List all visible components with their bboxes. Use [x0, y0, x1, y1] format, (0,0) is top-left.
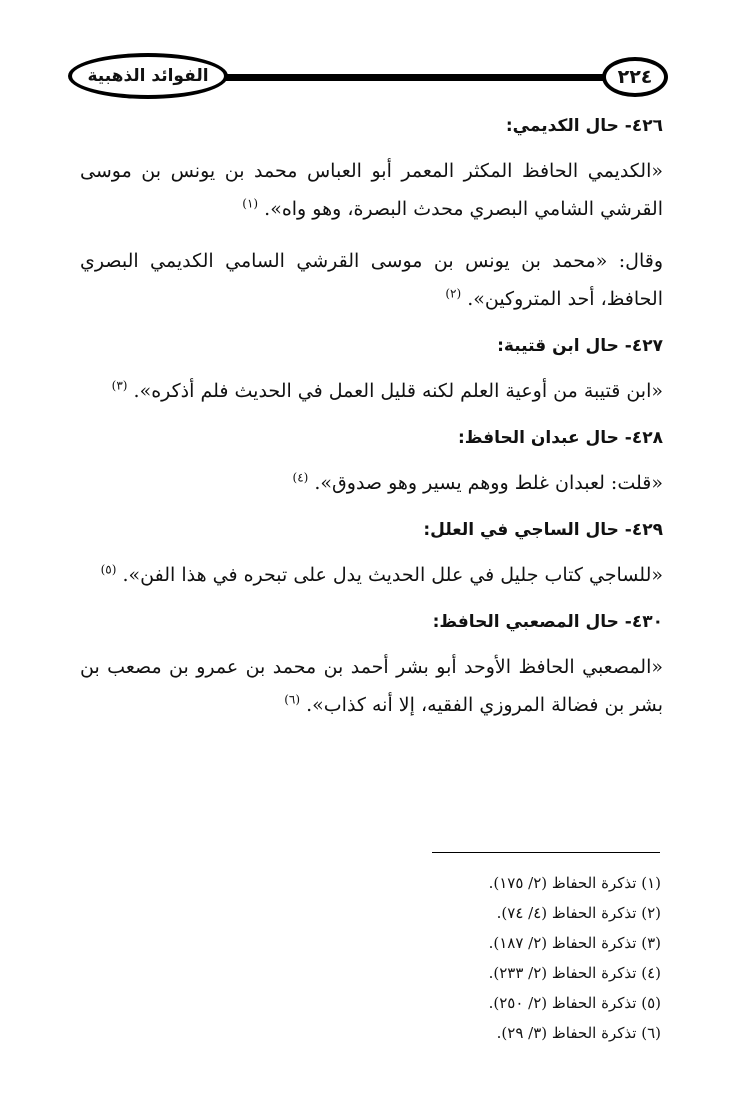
paragraph-text: «الكديمي الحافظ المكثر المعمر أبو العباس محمد بن يونس بن موسى القرشي الشامي البصري محدث البصرة، وهو واه».: [80, 160, 663, 220]
paragraph: [80, 464, 663, 502]
section-heading: ٤٣٠- حال المصعبي الحافظ:: [432, 612, 663, 632]
paragraph: [80, 372, 663, 410]
footnote-6: (٦) تذكرة الحفاظ (٣/ ٢٩).: [496, 1024, 661, 1042]
paragraph-text: «قلت: لعبدان غلط ووهم يسير وهو صدوق».: [314, 472, 663, 494]
section-429: [80, 516, 663, 594]
section-heading: ٤٢٦- حال الكديمي:: [505, 116, 663, 136]
section-426: [80, 112, 663, 318]
paragraph-text: وقال: «محمد بن يونس بن موسى القرشي السامي الكديمي البصري الحافظ، أحد المتروكين».: [80, 250, 663, 310]
footnote-marker: (٦): [284, 692, 301, 707]
footnote-marker: (١): [242, 196, 259, 211]
book-title: الفوائد الذهبية: [68, 53, 228, 99]
paragraph-text: «ابن قتيبة من أوعية العلم لكنه قليل العمل في الحديث فلم أذكره».: [133, 380, 663, 402]
footnote-1: (١) تذكرة الحفاظ (٢/ ١٧٥).: [488, 874, 661, 892]
footnote-marker: (٢): [445, 286, 462, 301]
section-heading: ٤٢٨- حال عبدان الحافظ:: [457, 428, 663, 448]
paragraph: [80, 556, 663, 594]
footnote-marker: (٥): [100, 562, 117, 577]
page-body: [80, 112, 663, 724]
footnote-5: (٥) تذكرة الحفاظ (٢/ ٢٥٠).: [488, 994, 661, 1012]
footnote-2: (٢) تذكرة الحفاظ (٤/ ٧٤).: [496, 904, 661, 922]
footnote-marker: (٣): [111, 378, 128, 393]
section-heading: ٤٢٧- حال ابن قتيبة:: [497, 336, 663, 356]
header-rule: [218, 74, 610, 81]
paragraph: [80, 648, 663, 724]
footnote-divider: [432, 852, 660, 853]
footnote-3: (٣) تذكرة الحفاظ (٢/ ١٨٧).: [488, 934, 661, 952]
page-header: [68, 52, 668, 104]
paragraph: [80, 242, 663, 318]
footnote-4: (٤) تذكرة الحفاظ (٢/ ٢٣٣).: [488, 964, 661, 982]
section-heading: ٤٢٩- حال الساجي في العلل:: [423, 520, 663, 540]
section-430: [80, 608, 663, 724]
paragraph-text: «المصعبي الحافظ الأوحد أبو بشر أحمد بن محمد بن عمرو بن مصعب بن بشر بن فضالة المروزي الفقيه، إلا أنه كذاب».: [80, 656, 663, 716]
section-427: [80, 332, 663, 410]
paragraph: [80, 152, 663, 228]
footnotes: [489, 868, 661, 1048]
section-428: [80, 424, 663, 502]
footnote-marker: (٤): [292, 470, 309, 485]
page-number: ٢٢٤: [602, 57, 668, 97]
paragraph-text: «للساجي كتاب جليل في علل الحديث يدل على تبحره في هذا الفن».: [122, 564, 663, 586]
